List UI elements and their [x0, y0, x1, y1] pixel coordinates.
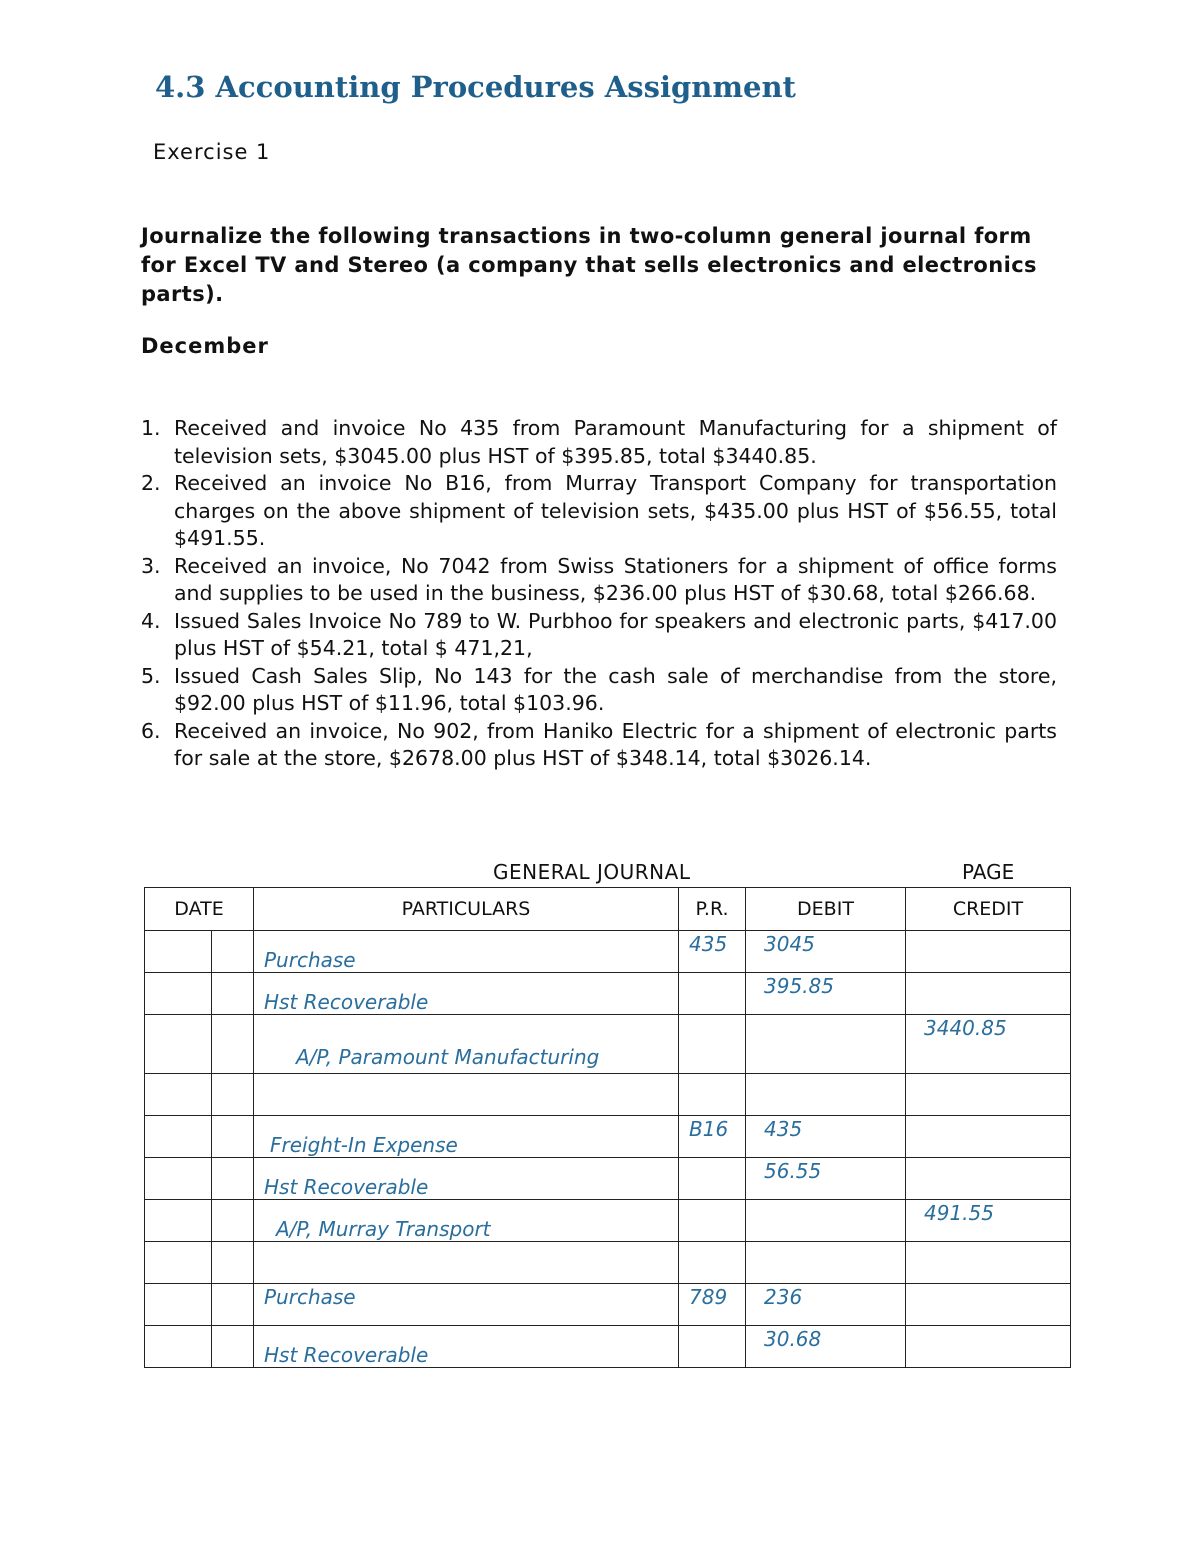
- date-month-cell: [145, 1015, 212, 1074]
- journal-row: [145, 931, 1071, 973]
- credit-cell: [906, 931, 1071, 973]
- transaction-item: [141, 608, 1057, 663]
- date-month-cell: [145, 931, 212, 973]
- page-title: 4.3 Accounting Procedures Assignment: [155, 70, 796, 104]
- particulars-entry: A/P, Murray Transport: [276, 1217, 491, 1241]
- header-debit: DEBIT: [746, 888, 906, 931]
- transaction-item: [141, 718, 1057, 773]
- date-day-cell: [212, 1200, 254, 1242]
- pr-cell: [679, 1326, 746, 1368]
- pr-cell: [679, 931, 746, 973]
- debit-entry: 3045: [764, 932, 815, 956]
- date-month-cell: [145, 1158, 212, 1200]
- journal-row: [145, 1284, 1071, 1326]
- credit-cell: [906, 1015, 1071, 1074]
- debit-entry: 395.85: [764, 974, 834, 998]
- pr-entry: [679, 973, 745, 974]
- journal-row: [145, 973, 1071, 1015]
- date-month-cell: [145, 973, 212, 1015]
- date-month-cell: [145, 1242, 212, 1284]
- date-day-cell: [212, 1015, 254, 1074]
- general-journal-table: [144, 887, 1071, 1368]
- pr-entry: 789: [689, 1285, 728, 1309]
- date-month-cell: [145, 1074, 212, 1116]
- transaction-number: 4.: [141, 608, 161, 633]
- date-month-cell: [145, 1200, 212, 1242]
- pr-entry: [679, 1158, 745, 1159]
- transaction-text: Issued Cash Sales Slip, No 143 for the cash sale of merchandise from the store, $92.00 plus HST of $11.96, total $103.96.: [174, 663, 1057, 715]
- credit-entry: [906, 931, 1070, 932]
- credit-entry: [906, 1074, 1070, 1075]
- exercise-heading: Exercise 1: [153, 140, 271, 164]
- credit-entry: [906, 1326, 1070, 1327]
- particulars-cell: [254, 1015, 679, 1074]
- debit-cell: [746, 1242, 906, 1284]
- debit-entry: [746, 1200, 905, 1201]
- particulars-entry: Hst Recoverable: [264, 1175, 429, 1199]
- particulars-entry: [254, 1074, 678, 1091]
- debit-entry: 236: [764, 1285, 803, 1309]
- transaction-text: Received an invoice No B16, from Murray Transport Company for transportation charges on the above shipment of television sets, $435.00 plus HST of $56.55, total $491.55.: [174, 471, 1057, 550]
- credit-entry: 3440.85: [924, 1016, 1007, 1040]
- header-particulars: PARTICULARS: [254, 888, 679, 931]
- credit-cell: [906, 973, 1071, 1015]
- date-month-cell: [145, 1116, 212, 1158]
- debit-cell: [746, 1284, 906, 1326]
- date-day-cell: [212, 1242, 254, 1284]
- date-day-cell: [212, 1074, 254, 1116]
- debit-entry: 30.68: [764, 1327, 822, 1351]
- journal-row: [145, 1074, 1071, 1116]
- pr-entry: [679, 1200, 745, 1201]
- particulars-entry: Purchase: [264, 1285, 356, 1309]
- transaction-item: [141, 553, 1057, 608]
- credit-cell: [906, 1116, 1071, 1158]
- date-month-cell: [145, 1326, 212, 1368]
- journal-page-label: PAGE: [962, 860, 1015, 884]
- particulars-cell: [254, 1284, 679, 1326]
- debit-cell: [746, 1015, 906, 1074]
- journal-header-row: [145, 888, 1071, 931]
- pr-cell: [679, 1284, 746, 1326]
- transaction-number: 5.: [141, 663, 161, 688]
- credit-cell: [906, 1200, 1071, 1242]
- date-day-cell: [212, 1158, 254, 1200]
- journal-row: [145, 1158, 1071, 1200]
- credit-cell: [906, 1074, 1071, 1116]
- pr-cell: [679, 973, 746, 1015]
- particulars-cell: [254, 1242, 679, 1284]
- transaction-number: 1.: [141, 416, 161, 440]
- journal-title: GENERAL JOURNAL: [493, 860, 691, 884]
- transaction-item: [141, 415, 1057, 470]
- particulars-cell: [254, 973, 679, 1015]
- transaction-text: Received an invoice, No 7042 from Swiss Stationers for a shipment of office forms and supplies to be used in the business, $236.00 plus HST of $30.68, total $266.68.: [174, 553, 1057, 605]
- journal-row: [145, 1242, 1071, 1284]
- debit-cell: [746, 973, 906, 1015]
- date-day-cell: [212, 1284, 254, 1326]
- debit-entry: 435: [764, 1117, 803, 1141]
- credit-entry: [906, 1284, 1070, 1285]
- credit-entry: [906, 1242, 1070, 1243]
- debit-cell: [746, 1326, 906, 1368]
- date-day-cell: [212, 973, 254, 1015]
- pr-cell: [679, 1200, 746, 1242]
- credit-entry: 491.55: [924, 1201, 994, 1225]
- credit-entry: [906, 1116, 1070, 1117]
- debit-cell: [746, 931, 906, 973]
- debit-cell: [746, 1116, 906, 1158]
- pr-entry: B16: [689, 1117, 729, 1141]
- debit-entry: 56.55: [764, 1159, 822, 1183]
- month-heading: December: [141, 334, 269, 358]
- pr-cell: [679, 1158, 746, 1200]
- pr-entry: [679, 1242, 745, 1243]
- date-month-cell: [145, 1284, 212, 1326]
- transaction-number: 2.: [141, 471, 161, 495]
- credit-cell: [906, 1242, 1071, 1284]
- particulars-cell: [254, 1158, 679, 1200]
- pr-cell: [679, 1116, 746, 1158]
- credit-entry: [906, 973, 1070, 974]
- particulars-cell: [254, 1074, 679, 1116]
- transaction-list: [141, 415, 1057, 773]
- transaction-number: 3.: [141, 553, 161, 578]
- debit-cell: [746, 1074, 906, 1116]
- debit-cell: [746, 1200, 906, 1242]
- particulars-cell: [254, 1116, 679, 1158]
- pr-entry: 435: [689, 932, 728, 956]
- credit-cell: [906, 1284, 1071, 1326]
- credit-cell: [906, 1158, 1071, 1200]
- particulars-cell: [254, 1326, 679, 1368]
- transaction-text: Received an invoice, No 902, from Haniko Electric for a shipment of electronic parts for sale at the store, $2678.00 plus HST of $348.14, total $3026.14.: [174, 718, 1057, 770]
- header-pr: P.R.: [679, 888, 746, 931]
- pr-entry: [679, 1015, 745, 1016]
- debit-entry: [746, 1242, 905, 1243]
- particulars-entry: A/P, Paramount Manufacturing: [296, 1045, 600, 1069]
- debit-entry: [746, 1074, 905, 1075]
- transaction-number: 6.: [141, 718, 161, 743]
- journal-row: [145, 1200, 1071, 1242]
- instructions-text: Journalize the following transactions in two-column general journal form for Excel TV and Stereo (a company that sells electronics and electronics parts).: [141, 224, 1037, 306]
- transaction-item: [141, 470, 1057, 553]
- date-day-cell: [212, 1116, 254, 1158]
- particulars-cell: [254, 931, 679, 973]
- particulars-entry: Freight-In Expense: [270, 1133, 458, 1157]
- particulars-entry: Hst Recoverable: [264, 1343, 429, 1367]
- pr-entry: [679, 1326, 745, 1327]
- particulars-entry: Purchase: [264, 948, 356, 972]
- header-date: DATE: [145, 888, 254, 931]
- journal-row: [145, 1326, 1071, 1368]
- particulars-entry: Hst Recoverable: [264, 990, 429, 1014]
- particulars-entry: [254, 1242, 678, 1259]
- debit-entry: [746, 1015, 905, 1016]
- pr-cell: [679, 1242, 746, 1284]
- particulars-cell: [254, 1200, 679, 1242]
- pr-cell: [679, 1074, 746, 1116]
- transaction-text: Received and invoice No 435 from Paramount Manufacturing for a shipment of television sets, $3045.00 plus HST of $395.85, total $3440.85.: [174, 416, 1057, 468]
- credit-entry: [906, 1158, 1070, 1159]
- header-credit: CREDIT: [906, 888, 1071, 931]
- date-day-cell: [212, 931, 254, 973]
- date-day-cell: [212, 1326, 254, 1368]
- journal-row: [145, 1116, 1071, 1158]
- credit-cell: [906, 1326, 1071, 1368]
- pr-entry: [679, 1074, 745, 1075]
- pr-cell: [679, 1015, 746, 1074]
- journal-row: [145, 1015, 1071, 1074]
- transaction-text: Issued Sales Invoice No 789 to W. Purbhoo for speakers and electronic parts, $417.00 plus HST of $54.21, total $ 471,21,: [174, 608, 1057, 660]
- transaction-item: [141, 663, 1057, 718]
- debit-cell: [746, 1158, 906, 1200]
